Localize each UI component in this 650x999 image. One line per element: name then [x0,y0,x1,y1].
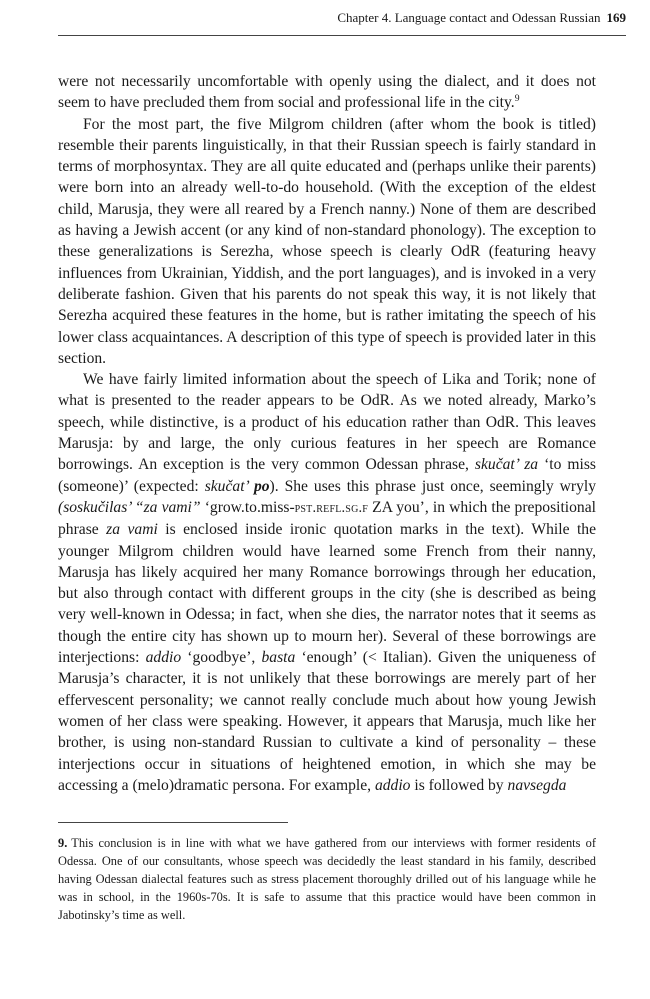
paragraph-1-text: were not necessarily uncomfortable with openly using the dialect, and it does not seem to have precluded them from social and professional life in the city. [58,73,596,112]
gloss-goodbye: ‘goodbye’, [181,649,262,667]
expected-verb: skučat’ [204,477,254,495]
word-navsegda: navsegda [507,776,567,794]
phrase-skucat-za: skučat’ za [474,456,539,474]
p3-text-3: is enclosed inside ironic quotation marks in the text). While the younger Milgrom children would have learned some French from their nanny, Marusja has likely acquired her many Romance borrowings through her education, but also through contact with different groups in the city (she is described as being very well-known in Odessa; in fact, when she dies, the narrator notes that it seems as though the entire city has shown up to mourn her). Several of these borrowings are interjections: [58,521,596,667]
footnote-number: 9. [58,836,68,850]
example-soskucilas: (soskučilas’ “za vami” [58,498,201,516]
running-header [58,10,626,26]
word-addio-2: addio [374,776,411,794]
paragraph-3 [58,369,596,796]
p3-text-1: We have fairly limited information about the speech of Lika and Torik; none of what is presented to the reader appears to be OdR. As we noted already, Marko’s speech, while distinctive, is a product of his education rather than OdR. This leaves Marusja: by and large, the only curious features in her speech are Romance borrowings. An exception is the very common Odessan phrase, [58,371,596,474]
footnote-text: This conclusion is in line with what we have gathered from our interviews with former residents of Odessa. One of our consultants, whose speech was decidedly the least standard in his family, described having Odessan dialectal features such as stress placement thoroughly drilled out of his language while he was in school, in the 1960s-70s. It is safe to assume that this practice would have been common in Jabotinsky’s time as well. [58,836,596,922]
running-title: Chapter 4. Language contact and Odessan Russian [337,10,601,25]
footnote-paragraph [58,834,596,924]
paragraph-2: For the most part, the five Milgrom children (after whom the book is titled) resemble their parents linguistically, in that their Russian speech is fairly standard in terms of morphosyntax. They are all quite educated and (perhaps unlike their parents) were born into an already well-to-do household. (With the exception of the eldest child, Marusja, they were all reared by a French nanny.) None of them are described as having a Jewish accent (or any kind of non-standard phonology). The exception to these generalizations is Serezha, whose speech is clearly OdR (featuring heavy influences from Ukrainian, Yiddish, and the port languages), and is invoked in a very deliberate fashion. Given that his parents do not speak this way, it is not likely that Serezha acquired these features in the home, but is rather imitating the speech of his lower class acquaintances. A description of this type of speech is provided later in this section. [58,115,596,367]
gloss-to-miss: ‘to miss (someone)’ (expected: [58,456,596,495]
page-number: 169 [606,10,626,25]
word-basta: basta [261,649,296,667]
main-text [58,71,596,796]
footnote-9 [58,834,596,924]
footnote-rule [58,822,288,823]
word-addio: addio [145,649,182,667]
p3-text-4: ‘enough’ (< Italian). Given the uniqueness of Marusja’s character, it is not unlikely that these borrowings are merely part of her effervescent personality; we cannot really conclude much about how young Jewish women of her class were speaking. However, it appears that Marusja, much like her brother, is using non-standard Russian to cultivate a kind of personality – these interjections occur in situations of heightened emotion, in which she may be accessing a (melo)dramatic persona. For example, [58,649,596,794]
phrase-za-vami: za vami [106,521,158,539]
p3-text-2: ). She uses this phrase just once, seemingly wryly [269,477,596,495]
header-rule [58,35,626,36]
gloss-part-a: ‘grow.to.miss- [200,498,295,516]
paragraph-1 [58,71,596,114]
expected-form [205,478,270,495]
expected-preposition: po [253,477,270,495]
footnote-ref-9[interactable]: 9 [514,93,520,105]
gloss-part-b: ZA you’, in which the prepositional phrase [58,498,596,539]
gloss-abbreviation: pst.refl.sg.f [294,499,369,516]
p3-text-5: is followed by [410,776,508,794]
